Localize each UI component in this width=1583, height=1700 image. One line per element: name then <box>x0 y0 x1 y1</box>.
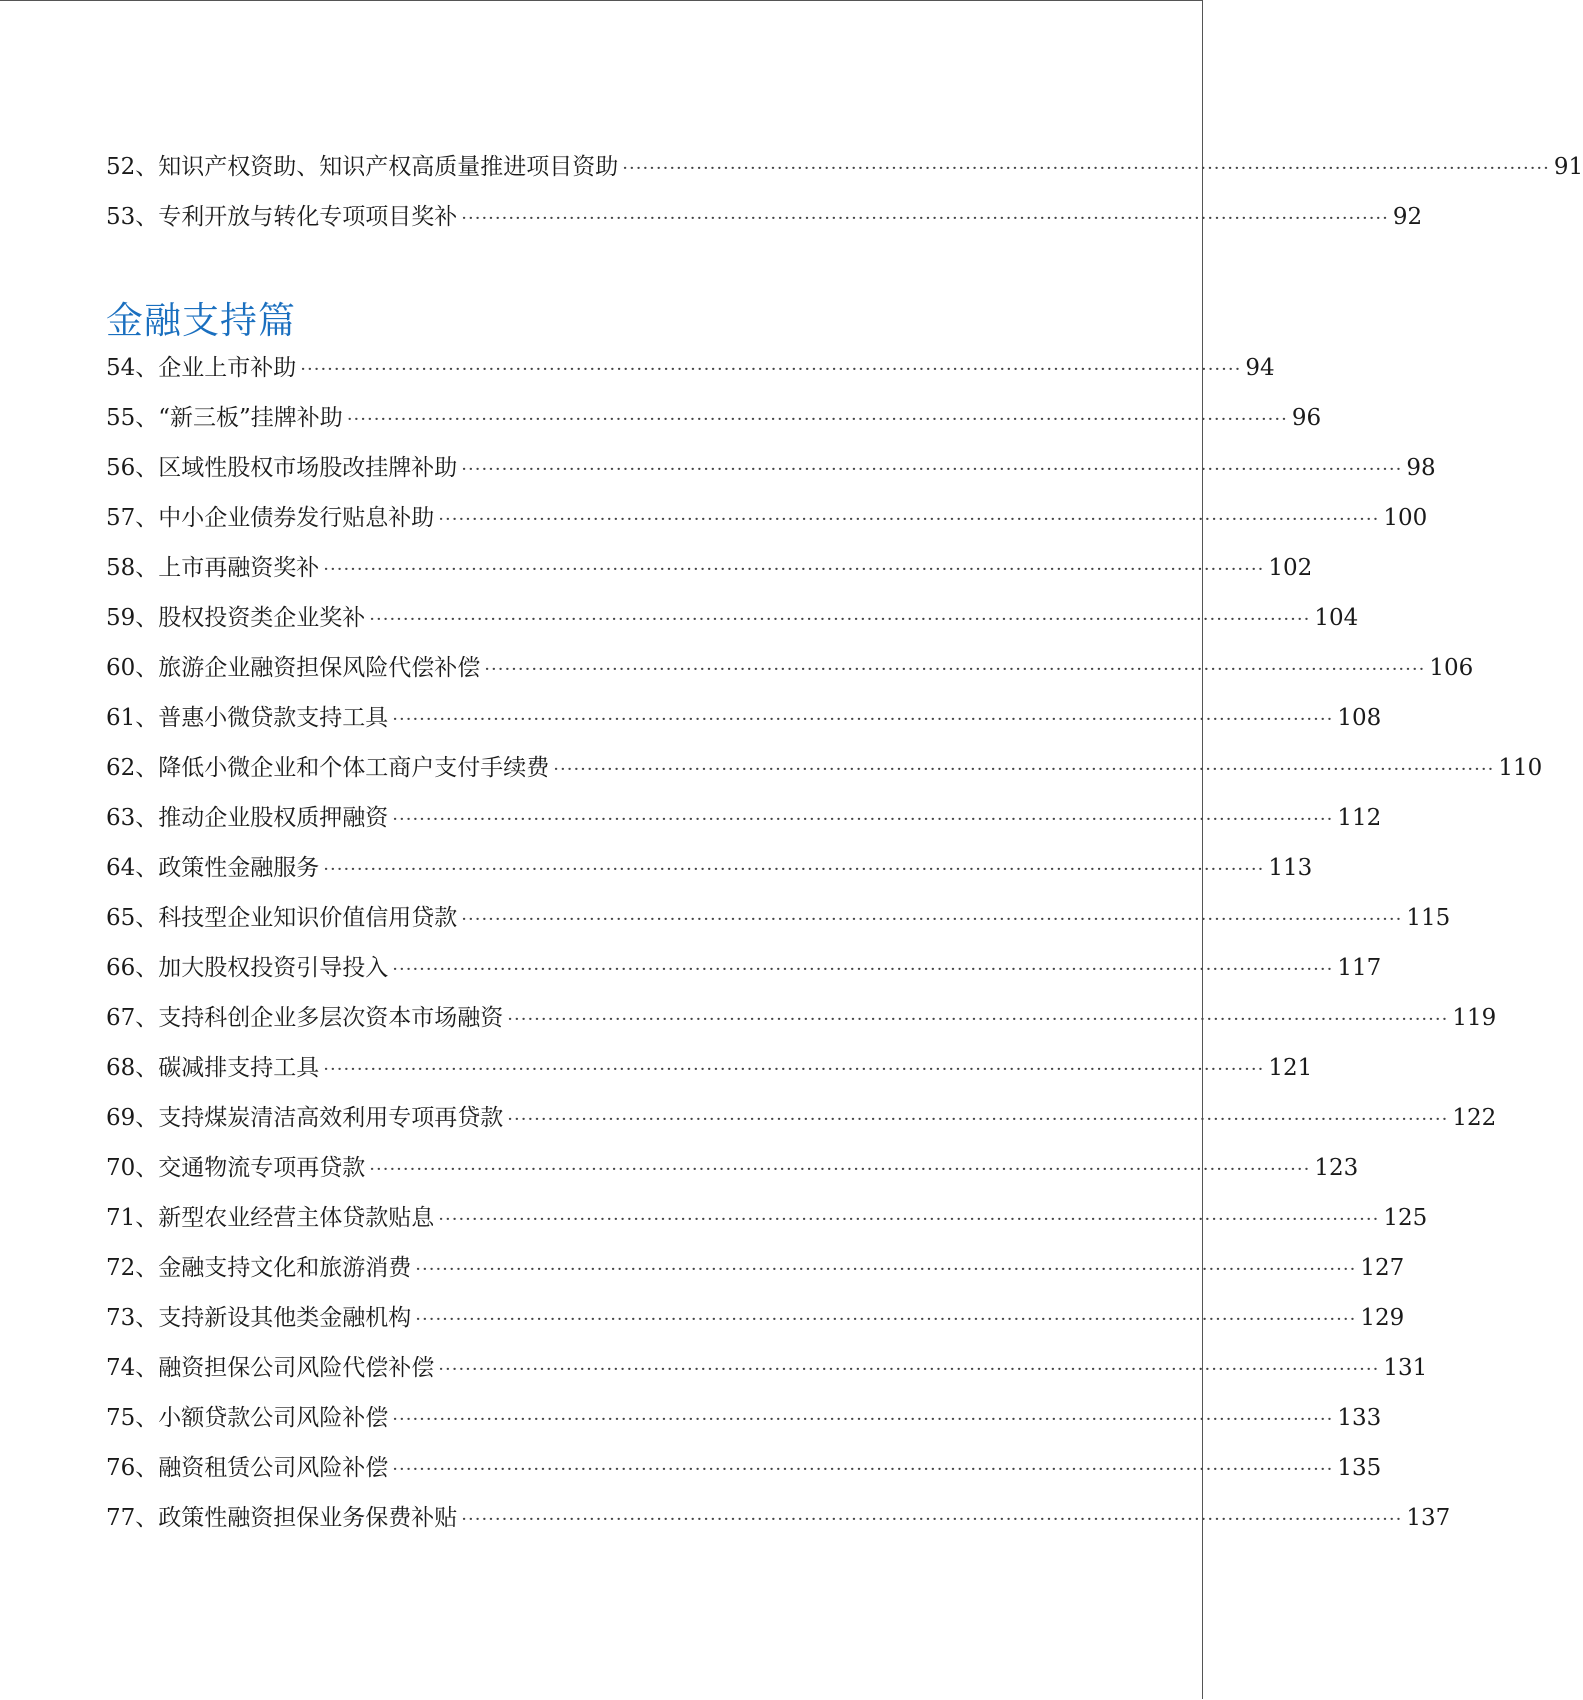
toc-entry-title: 中小企业债券发行贴息补助 <box>158 505 435 531</box>
toc-entry-number: 68、 <box>106 1055 159 1081</box>
toc-entry[interactable] <box>106 549 1313 599</box>
toc-finance-entries <box>106 349 1543 1549</box>
toc-entry-number: 54、 <box>106 355 159 381</box>
toc-entry-title: 股权投资类企业奖补 <box>158 605 366 631</box>
toc-entry[interactable] <box>106 1099 1497 1149</box>
toc-entry-page: 98 <box>1406 455 1436 481</box>
dot-leader: ·········································································································································· <box>622 158 1550 179</box>
dot-leader: ············································································································································ <box>507 1009 1449 1030</box>
toc-entry[interactable] <box>106 1349 1428 1399</box>
toc-entry-page: 127 <box>1360 1255 1405 1281</box>
dot-leader: ············································································································································ <box>392 809 1334 830</box>
dot-leader: ············································································································································ <box>323 859 1265 880</box>
toc-entry-number: 52、 <box>106 154 159 180</box>
dot-leader: ············································································································································ <box>300 359 1242 380</box>
toc-entry-number: 65、 <box>106 905 159 931</box>
toc-entry[interactable] <box>106 449 1436 499</box>
toc-entry[interactable] <box>106 198 1423 248</box>
toc-entry-page: 106 <box>1429 655 1474 681</box>
toc-entry-page: 137 <box>1406 1505 1451 1531</box>
toc-entry-page: 91 <box>1553 154 1583 180</box>
toc-entry-page: 104 <box>1314 605 1359 631</box>
toc-entry-number: 74、 <box>106 1355 159 1381</box>
toc-entry-title: 普惠小微贷款支持工具 <box>158 705 389 731</box>
toc-entry-title: 碳减排支持工具 <box>158 1055 320 1081</box>
section-heading: 金融支持篇 <box>106 299 296 342</box>
toc-entry-number: 53、 <box>106 204 159 230</box>
toc-entry-title: 金融支持文化和旅游消费 <box>158 1255 412 1281</box>
toc-entry[interactable] <box>106 399 1322 449</box>
toc-entry[interactable] <box>106 699 1382 749</box>
toc-entry[interactable] <box>106 1249 1405 1299</box>
toc-entry[interactable] <box>106 749 1543 799</box>
toc-entry-page: 96 <box>1291 405 1322 431</box>
toc-entry-number: 64、 <box>106 855 159 881</box>
toc-entry-page: 135 <box>1337 1455 1382 1481</box>
dot-leader: ············································································································································ <box>507 1109 1449 1130</box>
toc-entry-page: 100 <box>1383 505 1428 531</box>
toc-entry-page: 131 <box>1383 1355 1428 1381</box>
toc-entry[interactable] <box>106 148 1583 198</box>
dot-leader: ············································································································································ <box>438 509 1380 530</box>
dot-leader: ············································································································································ <box>461 459 1403 480</box>
toc-entry-title: 推动企业股权质押融资 <box>158 805 389 831</box>
toc-entry-number: 67、 <box>106 1005 159 1031</box>
toc-entry[interactable] <box>106 1149 1359 1199</box>
toc-entry-page: 129 <box>1360 1305 1405 1331</box>
toc-entry-title: 知识产权资助、知识产权高质量推进项目资助 <box>158 154 619 180</box>
toc-entry-title: 新型农业经营主体贷款贴息 <box>158 1205 435 1231</box>
dot-leader: ············································································································································ <box>346 409 1288 430</box>
toc-entry[interactable] <box>106 649 1474 699</box>
toc-entry-number: 61、 <box>106 705 159 731</box>
toc-entry-title: 区域性股权市场股改挂牌补助 <box>158 455 458 481</box>
toc-entry-title: 支持煤炭清洁高效利用专项再贷款 <box>158 1105 504 1131</box>
toc-entry-title: 加大股权投资引导投入 <box>158 955 389 981</box>
toc-entry-title: 旅游企业融资担保风险代偿补偿 <box>158 655 481 681</box>
dot-leader: ············································································································································ <box>461 909 1403 930</box>
toc-entry-number: 77、 <box>106 1505 159 1531</box>
toc-entry-number: 75、 <box>106 1405 159 1431</box>
toc-entry-number: 73、 <box>106 1305 159 1331</box>
toc-entry[interactable] <box>106 1299 1405 1349</box>
toc-entry[interactable] <box>106 899 1451 949</box>
toc-entry-title: 上市再融资奖补 <box>158 555 320 581</box>
toc-entry[interactable] <box>106 1199 1428 1249</box>
toc-entry-number: 57、 <box>106 505 159 531</box>
toc-entry-number: 72、 <box>106 1255 159 1281</box>
toc-entry[interactable] <box>106 1049 1313 1099</box>
dot-leader: ············································································································································ <box>392 1459 1334 1480</box>
toc-entry-title: 政策性融资担保业务保费补贴 <box>158 1505 458 1531</box>
toc-entry-page: 112 <box>1337 805 1382 831</box>
toc-entry-title: 小额贷款公司风险补偿 <box>158 1405 389 1431</box>
toc-entry[interactable] <box>106 849 1313 899</box>
dot-leader: ············································································································································ <box>392 1409 1334 1430</box>
toc-entry-number: 76、 <box>106 1455 159 1481</box>
toc-entry-number: 71、 <box>106 1205 159 1231</box>
toc-entry-page: 94 <box>1245 355 1275 381</box>
toc-entry-number: 60、 <box>106 655 159 681</box>
toc-entry-title: 融资租赁公司风险补偿 <box>158 1455 389 1481</box>
dot-leader: ············································································································································ <box>323 559 1265 580</box>
toc-entry-page: 133 <box>1337 1405 1382 1431</box>
toc-entry[interactable] <box>106 349 1275 399</box>
dot-leader: ············································································································································ <box>323 1059 1265 1080</box>
toc-entry-page: 121 <box>1268 1055 1313 1081</box>
toc-entry-number: 55、 <box>106 405 159 431</box>
dot-leader: ············································································································································ <box>461 1509 1403 1530</box>
dot-leader: ············································································································································ <box>415 1259 1357 1280</box>
toc-entry[interactable] <box>106 1499 1451 1549</box>
toc-entry-number: 69、 <box>106 1105 159 1131</box>
toc-entry-title: 降低小微企业和个体工商户支付手续费 <box>158 755 550 781</box>
toc-entry-title: “新三板”挂牌补助 <box>158 405 343 431</box>
toc-entry-title: 科技型企业知识价值信用贷款 <box>158 905 458 931</box>
toc-entry[interactable] <box>106 1399 1382 1449</box>
toc-entry-title: 专利开放与转化专项项目奖补 <box>158 204 458 230</box>
dot-leader: ············································································································································ <box>415 1309 1357 1330</box>
toc-entry-page: 125 <box>1383 1205 1428 1231</box>
toc-previous-entries <box>106 148 1583 248</box>
toc-entry[interactable] <box>106 799 1382 849</box>
toc-entry-page: 115 <box>1406 905 1451 931</box>
toc-entry-title: 交通物流专项再贷款 <box>158 1155 366 1181</box>
toc-entry-title: 融资担保公司风险代偿补偿 <box>158 1355 435 1381</box>
toc-entry-title: 政策性金融服务 <box>158 855 320 881</box>
dot-leader: ············································································································································ <box>369 609 1311 630</box>
toc-entry-number: 58、 <box>106 555 159 581</box>
toc-entry-title: 企业上市补助 <box>158 355 297 381</box>
toc-entry-page: 122 <box>1452 1105 1497 1131</box>
dot-leader: ·········································································································································· <box>461 208 1389 229</box>
dot-leader: ············································································································································ <box>438 1209 1380 1230</box>
toc-entry-page: 108 <box>1337 705 1382 731</box>
toc-entry-number: 59、 <box>106 605 159 631</box>
toc-entry-page: 123 <box>1314 1155 1359 1181</box>
dot-leader: ············································································································································ <box>553 759 1495 780</box>
toc-entry-number: 63、 <box>106 805 159 831</box>
toc-entry-number: 66、 <box>106 955 159 981</box>
toc-entry-number: 62、 <box>106 755 159 781</box>
toc-entry-page: 117 <box>1337 955 1382 981</box>
dot-leader: ············································································································································ <box>484 659 1426 680</box>
toc-entry[interactable] <box>106 949 1382 999</box>
dot-leader: ············································································································································ <box>392 709 1334 730</box>
toc-entry-number: 70、 <box>106 1155 159 1181</box>
dot-leader: ············································································································································ <box>392 959 1334 980</box>
toc-entry-page: 110 <box>1498 755 1543 781</box>
toc-entry-number: 56、 <box>106 455 159 481</box>
toc-entry[interactable] <box>106 499 1428 549</box>
toc-entry-page: 102 <box>1268 555 1313 581</box>
toc-entry-page: 92 <box>1392 204 1423 230</box>
toc-entry-page: 119 <box>1452 1005 1497 1031</box>
toc-entry[interactable] <box>106 599 1359 649</box>
toc-entry[interactable] <box>106 1449 1382 1499</box>
dot-leader: ············································································································································ <box>369 1159 1311 1180</box>
toc-entry-title: 支持科创企业多层次资本市场融资 <box>158 1005 504 1031</box>
toc-entry-title: 支持新设其他类金融机构 <box>158 1305 412 1331</box>
toc-entry-page: 113 <box>1268 855 1313 881</box>
toc-entry[interactable] <box>106 999 1497 1049</box>
dot-leader: ············································································································································ <box>438 1359 1380 1380</box>
